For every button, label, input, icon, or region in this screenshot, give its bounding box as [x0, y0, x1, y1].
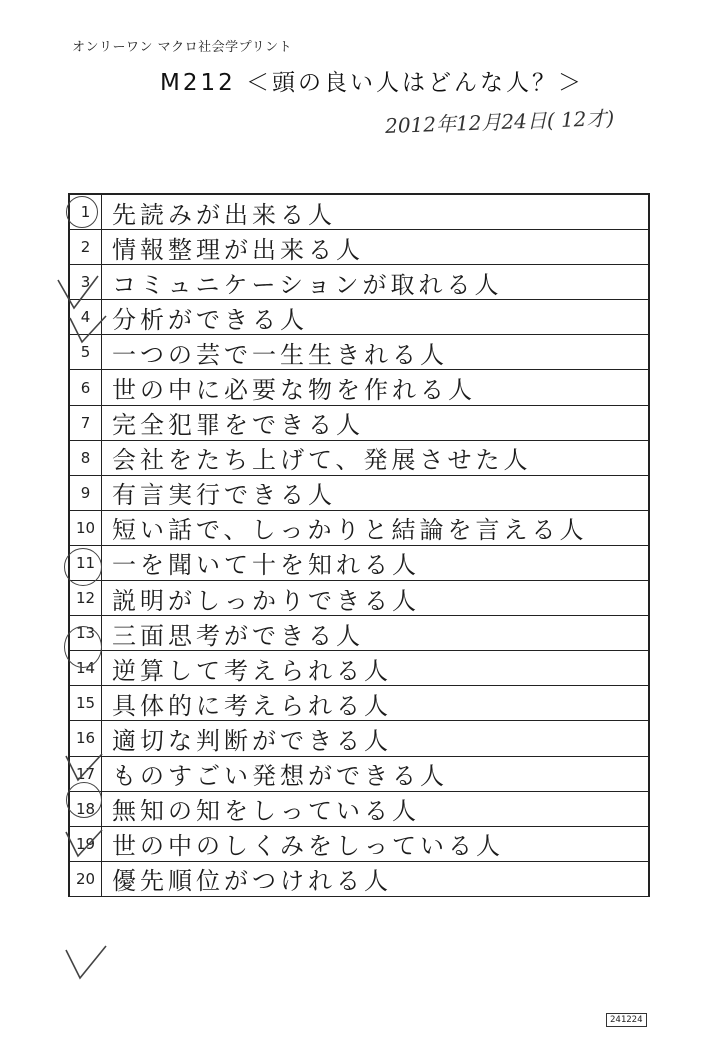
- handwritten-answer: 会社をたち上げて、発展させた人: [112, 446, 532, 475]
- handwritten-answer: 有言実行できる人: [112, 481, 336, 510]
- answer-row: [70, 441, 648, 476]
- row-number: 4: [70, 300, 102, 334]
- handwritten-answer: 情報整理が出来る人: [112, 235, 364, 264]
- answer-row: [70, 476, 648, 511]
- row-number: 20: [70, 862, 102, 896]
- row-number: 6: [70, 370, 102, 404]
- answer-row: [70, 370, 648, 405]
- row-number: 17: [70, 757, 102, 791]
- row-number: 7: [70, 406, 102, 440]
- row-number: 15: [70, 686, 102, 720]
- row-number: 2: [70, 230, 102, 264]
- answer-row: [70, 792, 648, 827]
- row-number: 3: [70, 265, 102, 299]
- handwritten-answer: 分析ができる人: [112, 305, 308, 334]
- row-number: 12: [70, 581, 102, 615]
- answer-row: [70, 827, 648, 862]
- answer-row: [70, 265, 648, 300]
- answer-row: [70, 335, 648, 370]
- answer-row: [70, 757, 648, 792]
- print-series-label: オンリーワン マクロ社会学プリント: [72, 40, 293, 55]
- handwritten-answer: 逆算して考えられる人: [112, 656, 392, 685]
- row-number: 13: [70, 616, 102, 650]
- answer-row: [70, 511, 648, 546]
- row-number: 10: [70, 511, 102, 545]
- row-number: 11: [70, 546, 102, 580]
- handwritten-answer: 優先順位がつけれる人: [112, 867, 392, 896]
- check-mark-20: [62, 942, 110, 984]
- answer-row: [70, 406, 648, 441]
- handwritten-answer: 世の中のしくみをしっている人: [112, 832, 504, 861]
- row-number: 9: [70, 476, 102, 510]
- handwritten-answer: 一つの芸で一生生きれる人: [112, 340, 448, 369]
- answer-table: [68, 193, 650, 897]
- answer-row: [70, 721, 648, 756]
- handwritten-answer: 無知の知をしっている人: [112, 797, 420, 826]
- answer-row: [70, 546, 648, 581]
- answer-row: [70, 581, 648, 616]
- row-number: 18: [70, 792, 102, 826]
- row-number: 16: [70, 721, 102, 755]
- answer-row: [70, 686, 648, 721]
- row-number: 19: [70, 827, 102, 861]
- row-number: 14: [70, 651, 102, 685]
- answer-row: [70, 230, 648, 265]
- document-stamp: 241224: [606, 1013, 647, 1027]
- handwritten-date: 2012年12月24日( 12才): [384, 106, 615, 138]
- handwritten-answer: 世の中に必要な物を作れる人: [112, 376, 476, 405]
- handwritten-answer: 適切な判断ができる人: [112, 726, 392, 755]
- answer-row: [70, 300, 648, 335]
- answer-row: [70, 862, 648, 897]
- row-number: 8: [70, 441, 102, 475]
- handwritten-answer: 短い話で、しっかりと結論を言える人: [112, 516, 588, 545]
- handwritten-answer: 三面思考ができる人: [112, 621, 364, 650]
- page-title: M212 ＜頭の良い人はどんな人？＞: [160, 70, 585, 96]
- row-number: 5: [70, 335, 102, 369]
- handwritten-answer: 具体的に考えられる人: [112, 691, 392, 720]
- answer-row: [70, 651, 648, 686]
- answer-row: [70, 616, 648, 651]
- handwritten-answer: 一を聞いて十を知れる人: [112, 551, 420, 580]
- answer-row: [70, 195, 648, 230]
- handwritten-answer: 説明がしっかりできる人: [112, 586, 420, 615]
- handwritten-answer: 先読みが出来る人: [112, 200, 336, 229]
- handwritten-answer: ものすごい発想ができる人: [112, 762, 448, 791]
- handwritten-answer: コミュニケーションが取れる人: [112, 270, 503, 299]
- row-number: 1: [70, 195, 102, 229]
- handwritten-answer: 完全犯罪をできる人: [112, 411, 364, 440]
